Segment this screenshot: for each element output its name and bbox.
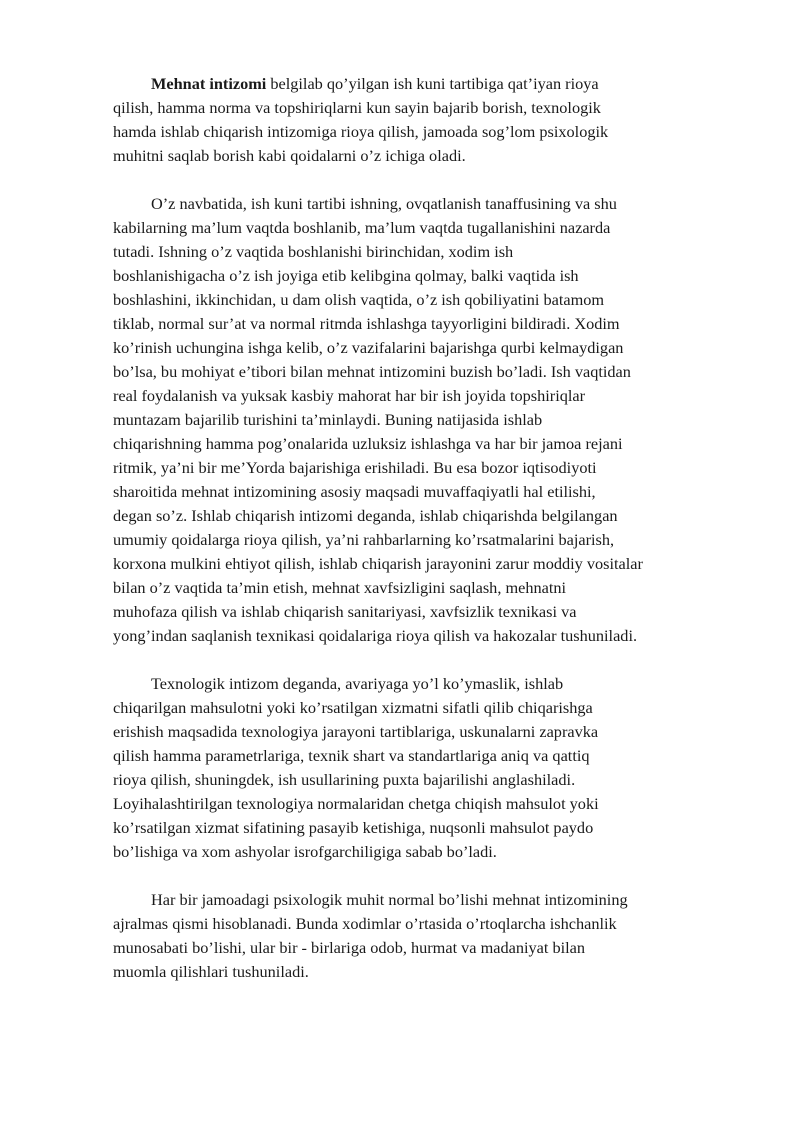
term-bold: Mehnat intizomi — [151, 74, 267, 93]
paragraph-line: korxona mulkini ehtiyot qilish, ishlab chiqarish jarayonini zarur moddiy vositalar — [113, 554, 643, 573]
document-page — [113, 72, 741, 984]
paragraph-line: qilish, hamma norma va topshiriqlarni kun sayin bajarib borish, texnologik — [113, 98, 601, 117]
paragraph-line: boshlanishigacha o’z ish joyiga etib kelibgina qolmay, balki vaqtida ish — [113, 266, 579, 285]
paragraph-line: chiqarilgan mahsulotni yoki ko’rsatilgan xizmatni sifatli qilib chiqarishga — [113, 698, 593, 717]
paragraph-line: qilish hamma parametrlariga, texnik shart va standartlariga aniq va qattiq — [113, 746, 590, 765]
paragraph-line: tutadi. Ishning o’z vaqtida boshlanishi birinchidan, xodim ish — [113, 242, 514, 261]
paragraph-psychological-climate — [113, 888, 741, 984]
paragraph-line: yong’indan saqlanish texnikasi qoidalariga rioya qilish va hakozalar tushuniladi. — [113, 626, 638, 645]
paragraph-line: ritmik, ya’ni bir me’Yorda bajarishiga erishiladi. Bu esa bozor iqtisodiyoti — [113, 458, 597, 477]
paragraph-line: bilan o’z vaqtida ta’min etish, mehnat xavfsizligini saqlash, mehnatni — [113, 578, 567, 597]
paragraph-line: erishish maqsadida texnologiya jarayoni tartiblariga, uskunalarni zapravka — [113, 722, 599, 741]
paragraph-line: hamda ishlab chiqarish intizomiga rioya qilish, jamoada sog’lom psixologik — [113, 122, 609, 141]
paragraph-line: ajralmas qismi hisoblanadi. Bunda xodimlar o’rtasida o’rtoqlarcha ishchanlik — [113, 914, 617, 933]
paragraph-line: sharoitida mehnat intizomining asosiy maqsadi muvaffaqiyatli hal etilishi, — [113, 482, 596, 501]
paragraph-line: muhitni saqlab borish kabi qoidalarni o’z ichiga oladi. — [113, 146, 466, 165]
paragraph-labor-discipline — [113, 72, 741, 168]
paragraph-line: ko’rinish uchungina ishga kelib, o’z vazifalarini bajarishga qurbi kelmaydigan — [113, 338, 624, 357]
paragraph-line: kabilarning ma’lum vaqtda boshlanib, ma’lum vaqtda tugallanishini nazarda — [113, 218, 611, 237]
paragraph-work-schedule — [113, 192, 741, 648]
paragraph-line: degan so’z. Ishlab chiqarish intizomi deganda, ishlab chiqarishda belgilangan — [113, 506, 618, 525]
paragraph-line: muhofaza qilish va ishlab chiqarish sanitariyasi, xavfsizlik texnikasi va — [113, 602, 577, 621]
paragraph-line: bo’lsa, bu mohiyat e’tibori bilan mehnat intizomini buzish bo’ladi. Ish vaqtidan — [113, 362, 631, 381]
paragraph-line: Mehnat intizomi belgilab qo’yilgan ish kuni tartibiga qat’iyan rioya — [151, 74, 599, 93]
paragraph-line: bo’lishiga va xom ashyolar isrofgarchiligiga sabab bo’ladi. — [113, 842, 497, 861]
paragraph-line: ko’rsatilgan xizmat sifatining pasayib ketishiga, nuqsonli mahsulot paydo — [113, 818, 594, 837]
paragraph-line: muomla qilishlari tushuniladi. — [113, 962, 309, 981]
paragraph-line: chiqarishning hamma pog’onalarida uzluksiz ishlashga va har bir jamoa rejani — [113, 434, 623, 453]
paragraph-line: muntazam bajarilib turishini ta’minlaydi. Buning natijasida ishlab — [113, 410, 543, 429]
paragraph-line: Har bir jamoadagi psixologik muhit normal bo’lishi mehnat intizomining — [151, 890, 628, 909]
paragraph-line: rioya qilish, shuningdek, ish usullarining puxta bajarilishi anglashiladi. — [113, 770, 576, 789]
paragraph-line: munosabati bo’lishi, ular bir - birlariga odob, hurmat va madaniyat bilan — [113, 938, 586, 957]
paragraph-line: real foydalanish va yuksak kasbiy mahorat har bir ish joyida topshiriqlar — [113, 386, 586, 405]
paragraph-line: boshlashini, ikkinchidan, u dam olish vaqtida, o’z ish qobiliyatini batamom — [113, 290, 605, 309]
paragraph-line: O’z navbatida, ish kuni tartibi ishning, ovqatlanish tanaffusining va shu — [151, 194, 617, 213]
paragraph-technological-discipline — [113, 672, 741, 864]
paragraph-line: umumiy qoidalarga rioya qilish, ya’ni rahbarlarning ko’rsatmalarini bajarish, — [113, 530, 615, 549]
paragraph-line: Loyihalashtirilgan texnologiya normalaridan chetga chiqish mahsulot yoki — [113, 794, 599, 813]
paragraph-line: Texnologik intizom deganda, avariyaga yo’l ko’ymaslik, ishlab — [151, 674, 564, 693]
paragraph-line: tiklab, normal sur’at va normal ritmda ishlashga tayyorligini bildiradi. Xodim — [113, 314, 620, 333]
